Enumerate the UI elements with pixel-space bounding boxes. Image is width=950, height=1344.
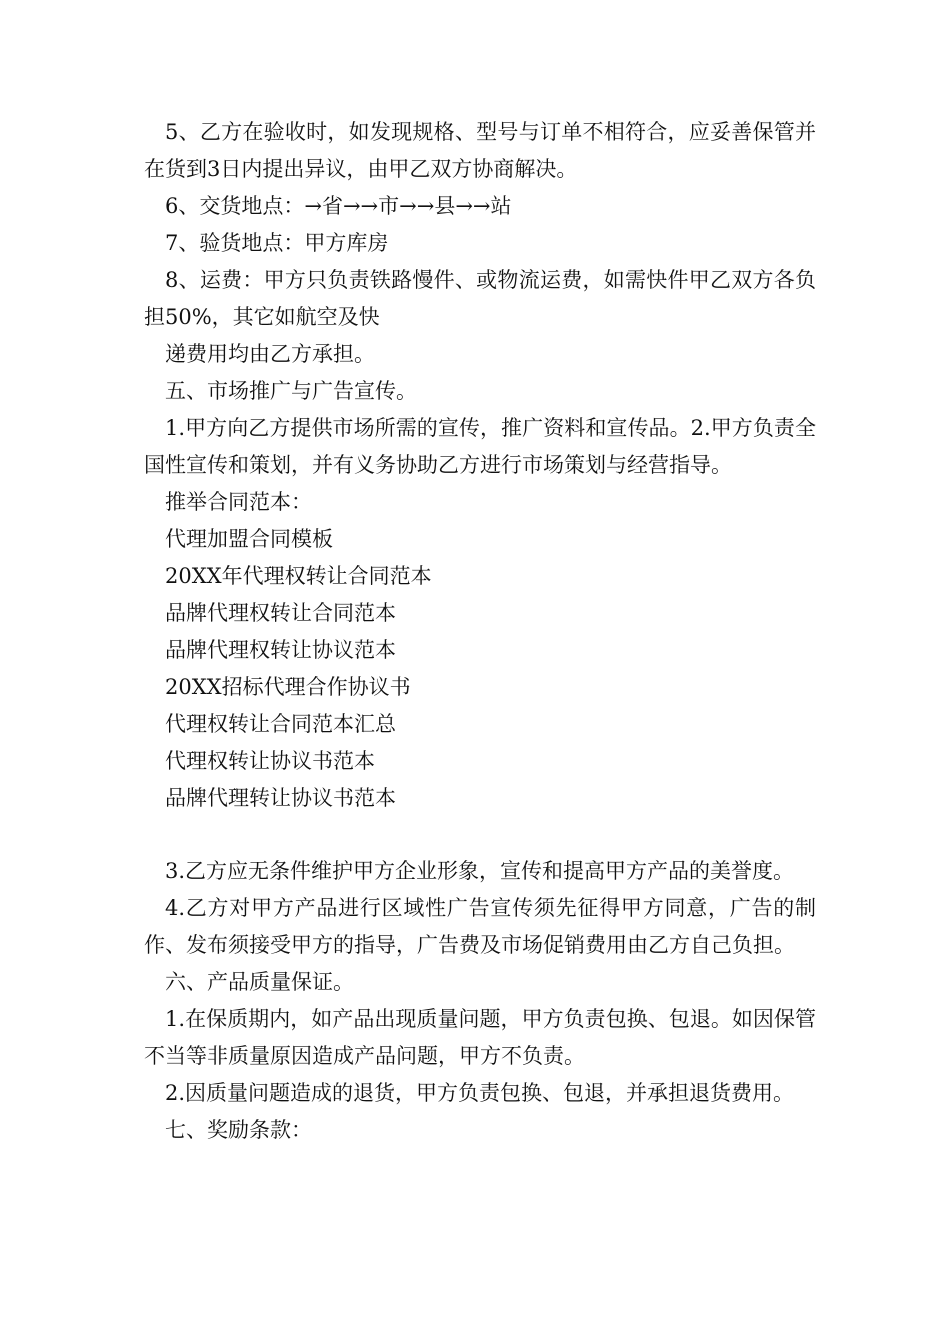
document-page <box>144 114 816 1149</box>
recommended-link[interactable]: 代理加盟合同模板 <box>165 527 333 551</box>
spacer <box>144 817 816 853</box>
section-5-heading: 五、市场推广与广告宣传。 <box>165 379 417 403</box>
recommended-link[interactable]: 20XX年代理权转让合同范本 <box>165 564 432 588</box>
clause-5-inspection: 5、乙方在验收时，如发现规格、型号与订单不相符合，应妥善保管并在货到3日内提出异议，由甲乙双方协商解决。 <box>144 120 816 181</box>
section-6-item-1: 1.在保质期内，如产品出现质量问题，甲方负责包换、包退。如因保管不当等非质量原因造成产品问题，甲方不负责。 <box>144 1007 816 1068</box>
recommended-link[interactable]: 20XX招标代理合作协议书 <box>165 675 411 699</box>
recommended-heading: 推举合同范本： <box>165 490 312 514</box>
section-6-heading: 六、产品质量保证。 <box>165 970 354 994</box>
recommended-link[interactable]: 代理权转让合同范本汇总 <box>165 712 396 736</box>
clause-8-freight: 8、运费：甲方只负责铁路慢件、或物流运费，如需快件甲乙双方各负担50%，其它如航空及快 <box>144 268 816 329</box>
clause-8-freight-continued: 递费用均由乙方承担。 <box>165 342 375 366</box>
section-6-item-2: 2.因质量问题造成的退货，甲方负责包换、包退，并承担退货费用。 <box>165 1081 795 1105</box>
recommended-links-list <box>144 521 816 817</box>
section-7-heading: 七、奖励条款： <box>165 1118 312 1142</box>
section-5-item-3: 3.乙方应无条件维护甲方企业形象，宣传和提高甲方产品的美誉度。 <box>165 859 795 883</box>
clause-6-delivery-location: 6、交货地点：→省→→市→→县→→站 <box>165 194 512 218</box>
recommended-link[interactable]: 品牌代理权转让协议范本 <box>165 638 396 662</box>
recommended-link[interactable]: 代理权转让协议书范本 <box>165 749 375 773</box>
recommended-link[interactable]: 品牌代理权转让合同范本 <box>165 601 396 625</box>
recommended-link[interactable]: 品牌代理转让协议书范本 <box>165 786 396 810</box>
section-5-item-4: 4.乙方对甲方产品进行区域性广告宣传须先征得甲方同意，广告的制作、发布须接受甲方的指导，广告费及市场促销费用由乙方自己负担。 <box>144 896 816 957</box>
clause-7-inspection-location: 7、验货地点：甲方库房 <box>165 231 389 255</box>
section-5-item-1-2: 1.甲方向乙方提供市场所需的宣传，推广资料和宣传品。2.甲方负责全国性宣传和策划，并有义务协助乙方进行市场策划与经营指导。 <box>144 416 816 477</box>
